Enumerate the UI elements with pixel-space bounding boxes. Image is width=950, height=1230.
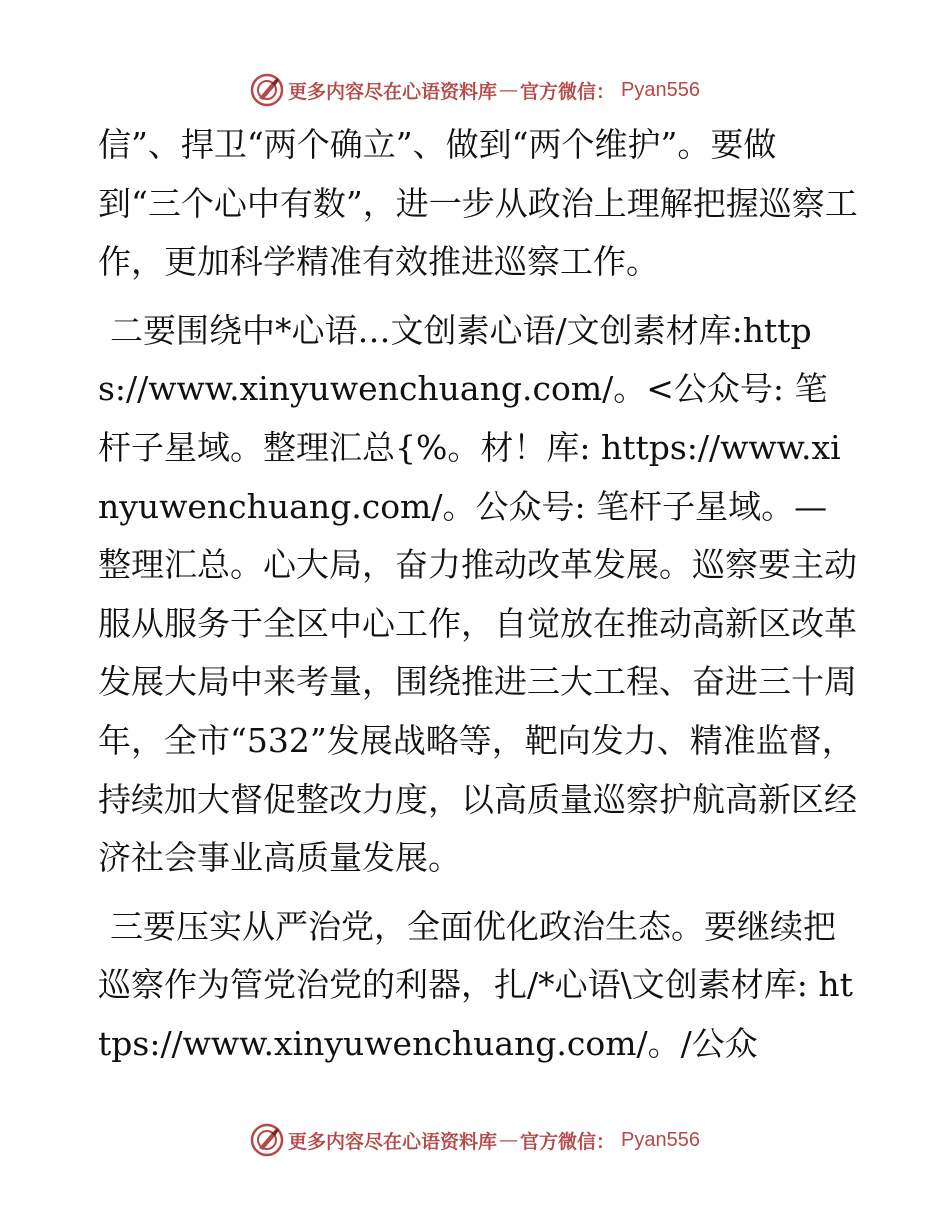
paragraph-2: 二要围绕中*心语…文创素心语/文创素材库:https://www.xinyuwenchuang.com/。<公众号: 笔杆子星域。整理汇总{%。材！库: https://www.xinyuwenchuang.com/。公众号: 笔杆子星域。—整理汇总。心大局，奋力推动改革发展。巡察要主动服从服务于全区中心工作，自觉放在推动高新区改革发展大局中来考量，围绕推进三大工程、奋进三十周年，全市“532”发展战略等，靶向发力、精准监督，持续加大督促整改力度，以高质量巡察护航高新区经济社会事业高质量发展。 <box>98 310 857 878</box>
pen-logo-icon <box>250 73 284 107</box>
banner-dash: — <box>499 1129 519 1151</box>
banner-dash: — <box>499 79 519 101</box>
banner-contact-id: Pyan556 <box>621 1128 700 1151</box>
footer-banner <box>0 1120 950 1160</box>
paragraph-3: 三要压实从严治党，全面优化政治生态。要继续把巡察作为管党治党的利器，扎/*心语\文创素材库: https://www.xinyuwenchuang.com/。/公众 <box>98 906 853 1063</box>
document-body <box>98 116 858 1074</box>
header-banner <box>0 70 950 110</box>
banner-main-text: 更多内容尽在心语资料库 <box>288 80 498 103</box>
paragraph-1: 信”、捍卫“两个确立”、做到“两个维护”。要做到“三个心中有数”，进一步从政治上理解把握巡察工作，更加科学精准有效推进巡察工作。 <box>98 125 858 282</box>
pen-logo-icon <box>250 1123 284 1157</box>
banner-main-text: 更多内容尽在心语资料库 <box>288 1130 498 1153</box>
banner-contact-id: Pyan556 <box>621 78 700 101</box>
banner-contact-label: 官方微信： <box>520 1130 616 1153</box>
banner-contact-label: 官方微信： <box>520 80 616 103</box>
